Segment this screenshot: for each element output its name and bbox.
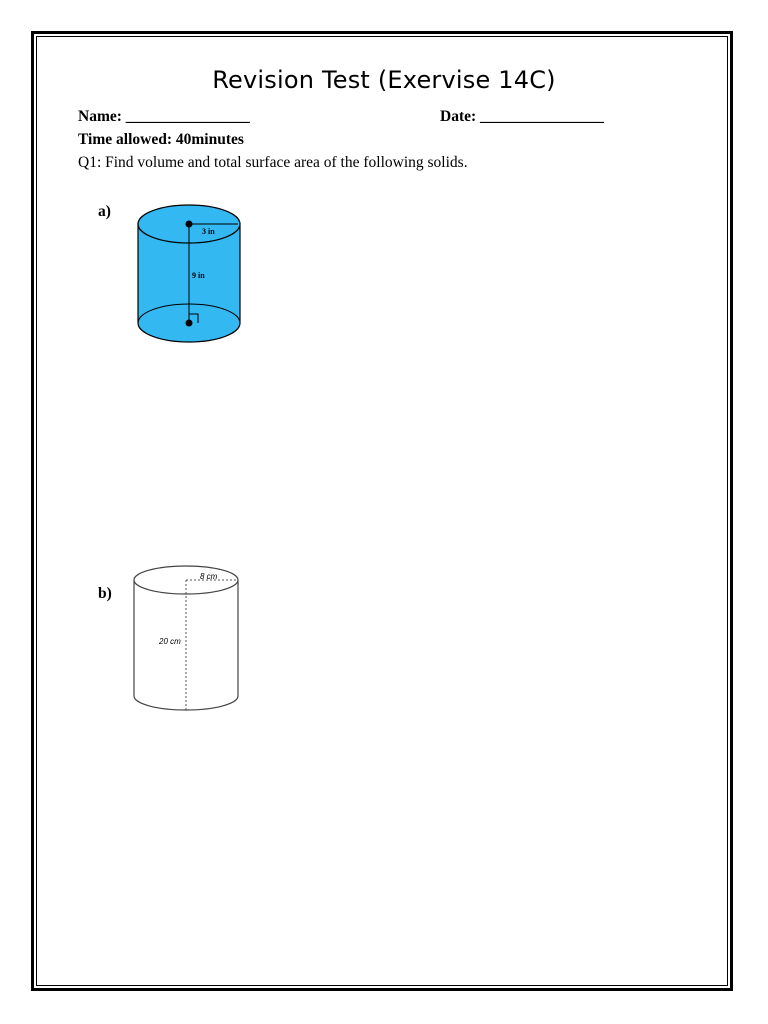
cylinder-a-top-center bbox=[186, 221, 193, 228]
cylinder-b-figure bbox=[126, 560, 250, 720]
page-border bbox=[31, 31, 733, 991]
cylinder-b-height-label: 20 cm bbox=[159, 637, 181, 646]
part-b-label: b) bbox=[98, 585, 112, 602]
question-1: Q1: Find volume and total surface area of the following solids. bbox=[78, 154, 468, 171]
page-title: Revision Test (Exervise 14C) bbox=[212, 66, 556, 94]
cylinder-a-figure bbox=[132, 202, 244, 344]
cylinder-a-bottom-center bbox=[186, 320, 193, 327]
part-a-label: a) bbox=[98, 203, 111, 220]
cylinder-a-height-label: 9 in bbox=[192, 271, 205, 280]
time-allowed: Time allowed: 40minutes bbox=[78, 131, 244, 148]
name-field: Name: ________________ bbox=[78, 108, 250, 125]
cylinder-a-radius-label: 3 in bbox=[202, 227, 215, 236]
cylinder-b-radius-label: 8 cm bbox=[200, 572, 218, 581]
date-field: Date: ________________ bbox=[440, 108, 605, 125]
